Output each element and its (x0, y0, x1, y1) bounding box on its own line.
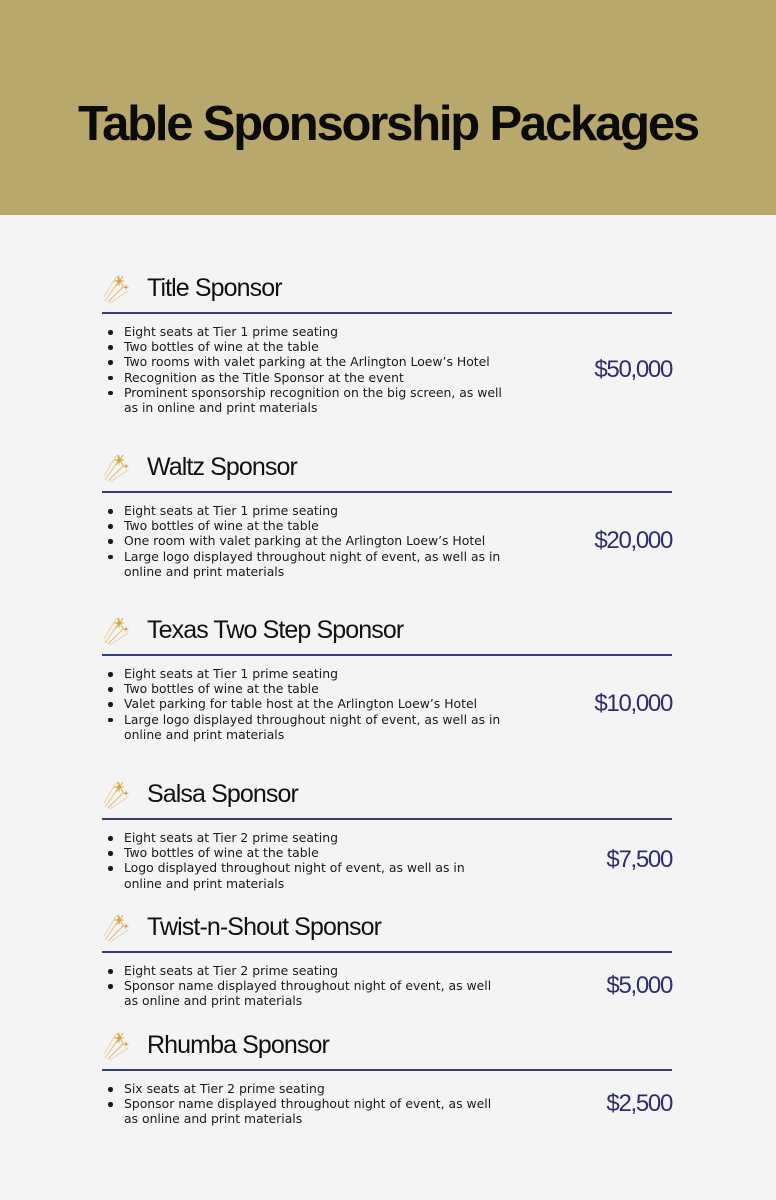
package-name: Title Sponsor (147, 274, 282, 302)
benefit-item: Two bottles of wine at the table (102, 845, 502, 860)
package-name: Waltz Sponsor (147, 453, 297, 481)
benefit-item: Eight seats at Tier 1 prime seating (102, 503, 502, 518)
benefit-item: Two bottles of wine at the table (102, 518, 502, 533)
divider (102, 818, 672, 820)
benefit-list (102, 666, 502, 742)
benefit-item: Recognition as the Title Sponsor at the event (102, 370, 502, 385)
benefit-list (102, 1081, 502, 1127)
package-body (102, 503, 672, 579)
package-name: Texas Two Step Sponsor (147, 616, 404, 644)
benefit-item: Six seats at Tier 2 prime seating (102, 1081, 502, 1096)
benefit-item: Two rooms with valet parking at the Arlington Loew’s Hotel (102, 354, 502, 369)
package-header (102, 907, 672, 955)
sparkle-icon (102, 911, 134, 943)
package-price: $10,000 (594, 690, 672, 717)
package-3 (102, 610, 672, 742)
divider (102, 1069, 672, 1071)
benefit-item: Prominent sponsorship recognition on the big screen, as well as in online and print materials (102, 385, 502, 415)
package-6 (102, 1025, 672, 1127)
benefit-list (102, 830, 502, 891)
package-name: Salsa Sponsor (147, 780, 298, 808)
package-price: $7,500 (606, 846, 672, 874)
package-1 (102, 268, 672, 415)
benefit-item: Logo displayed throughout night of event, as well as in online and print materials (102, 860, 502, 890)
package-4 (102, 774, 672, 891)
benefit-item: One room with valet parking at the Arlington Loew’s Hotel (102, 533, 502, 548)
package-header (102, 1025, 672, 1073)
package-5 (102, 907, 672, 1009)
benefit-item: Eight seats at Tier 1 prime seating (102, 324, 502, 339)
divider (102, 951, 672, 953)
sparkle-icon (102, 451, 134, 483)
benefit-item: Valet parking for table host at the Arlington Loew’s Hotel (102, 696, 502, 711)
package-body (102, 830, 672, 891)
divider (102, 312, 672, 314)
package-price: $20,000 (594, 527, 672, 554)
package-header (102, 774, 672, 822)
benefit-item: Sponsor name displayed throughout night of event, as well as online and print materials (102, 978, 502, 1008)
benefit-item: Two bottles of wine at the table (102, 339, 502, 354)
package-body (102, 1081, 672, 1127)
benefit-list (102, 963, 502, 1009)
package-name: Rhumba Sponsor (147, 1031, 329, 1059)
benefit-item: Large logo displayed throughout night of event, as well as in online and print materials (102, 549, 502, 579)
benefit-list (102, 324, 502, 415)
benefit-list (102, 503, 502, 579)
package-header (102, 610, 672, 658)
package-price: $5,000 (606, 971, 672, 999)
sparkle-icon (102, 778, 134, 810)
package-body (102, 324, 672, 415)
package-price: $2,500 (606, 1089, 672, 1117)
sparkle-icon (102, 614, 134, 646)
package-header (102, 447, 672, 495)
package-header (102, 268, 672, 316)
benefit-item: Sponsor name displayed throughout night of event, as well as online and print materials (102, 1096, 502, 1126)
benefit-item: Eight seats at Tier 2 prime seating (102, 830, 502, 845)
package-2 (102, 447, 672, 579)
sparkle-icon (102, 272, 134, 304)
benefit-item: Eight seats at Tier 2 prime seating (102, 963, 502, 978)
package-price: $50,000 (594, 355, 672, 383)
divider (102, 491, 672, 493)
package-body (102, 666, 672, 742)
package-body (102, 963, 672, 1009)
benefit-item: Two bottles of wine at the table (102, 681, 502, 696)
benefit-item: Eight seats at Tier 1 prime seating (102, 666, 502, 681)
package-name: Twist-n-Shout Sponsor (147, 913, 381, 941)
sparkle-icon (102, 1029, 134, 1061)
page-title: Table Sponsorship Packages (78, 97, 698, 151)
divider (102, 654, 672, 656)
benefit-item: Large logo displayed throughout night of event, as well as in online and print materials (102, 712, 502, 742)
